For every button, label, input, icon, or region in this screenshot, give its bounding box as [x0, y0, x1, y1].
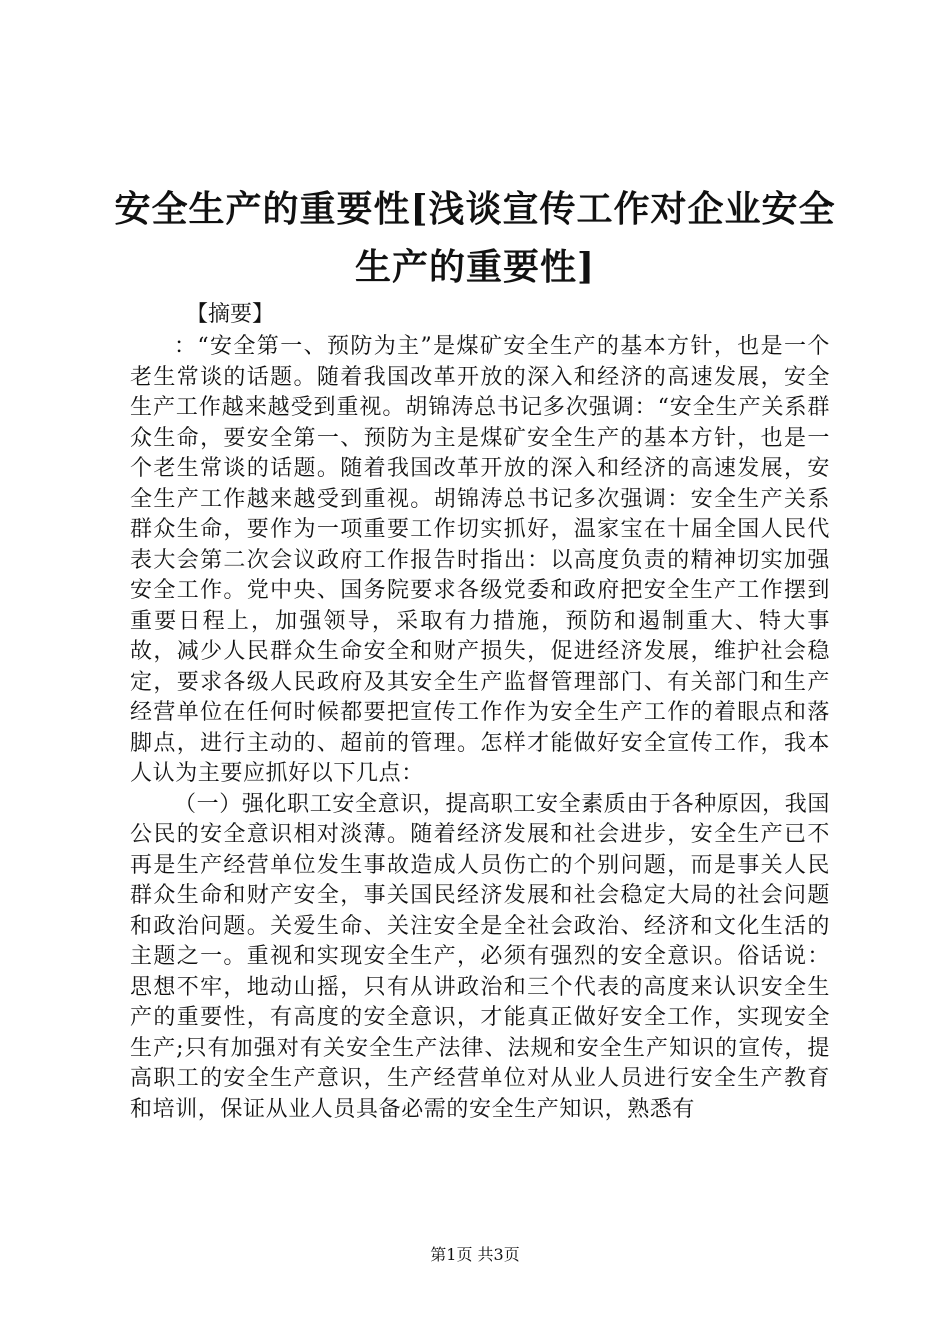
abstract-heading: 【摘要】 [186, 302, 275, 327]
document-body [130, 332, 830, 1125]
page-footer: 第1页 共3页 [430, 1245, 520, 1264]
body-paragraph-1: ：“安全第一、预防为主”是煤矿安全生产的基本方针，也是一个老生常谈的话题。随着我国改革开放的深入和经济的高速发展，安全生产工作越来越受到重视。胡锦涛总书记多次强调：“安全生产关系群众生命，要安全第一、预防为主是煤矿安全生产的基本方针，也是一个老生常谈的话题。随着我国改革开放的深入和经济的高速发展，安全生产工作越来越受到重视。胡锦涛总书记多次强调：安全生产关系群众生命，要作为一项重要工作切实抓好，温家宝在十届全国人民代表大会第二次会议政府工作报告时指出：以高度负责的精神切实加强安全工作。党中央、国务院要求各级党委和政府把安全生产工作摆到重要日程上，加强领导，采取有力措施，预防和遏制重大、特大事故，减少人民群众生命安全和财产损失，促进经济发展，维护社会稳定，要求各级人民政府及其安全生产监督管理部门、有关部门和生产经营单位在任何时候都要把宣传工作作为安全生产工作的着眼点和落脚点，进行主动的、超前的管理。怎样才能做好安全宣传工作，我本人认为主要应抓好以下几点： [130, 334, 830, 786]
document-title: 安全生产的重要性[浅谈宣传工作对企业安全生产的重要性] [114, 188, 836, 288]
body-paragraph-2: （一）强化职工安全意识，提高职工安全素质由于各种原因，我国公民的安全意识相对淡薄。随着经济发展和社会进步，安全生产已不再是生产经营单位发生事故造成人员伤亡的个别问题，而是事关人民群众生命和财产安全，事关国民经济发展和社会稳定大局的社会问题和政治问题。关爱生命、关注安全是全社会政治、经济和文化生活的主题之一。重视和实现安全生产，必须有强烈的安全意识。俗话说：思想不牢，地动山摇，只有从讲政治和三个代表的高度来认识安全生产的重要性，有高度的安全意识，才能真正做好安全工作，实现安全生产;只有加强对有关安全生产法律、法规和安全生产知识的宣传，提高职工的安全生产意识，生产经营单位对从业人员进行安全生产教育和培训，保证从业人员具备必需的安全生产知识，熟悉有 [130, 791, 830, 1122]
